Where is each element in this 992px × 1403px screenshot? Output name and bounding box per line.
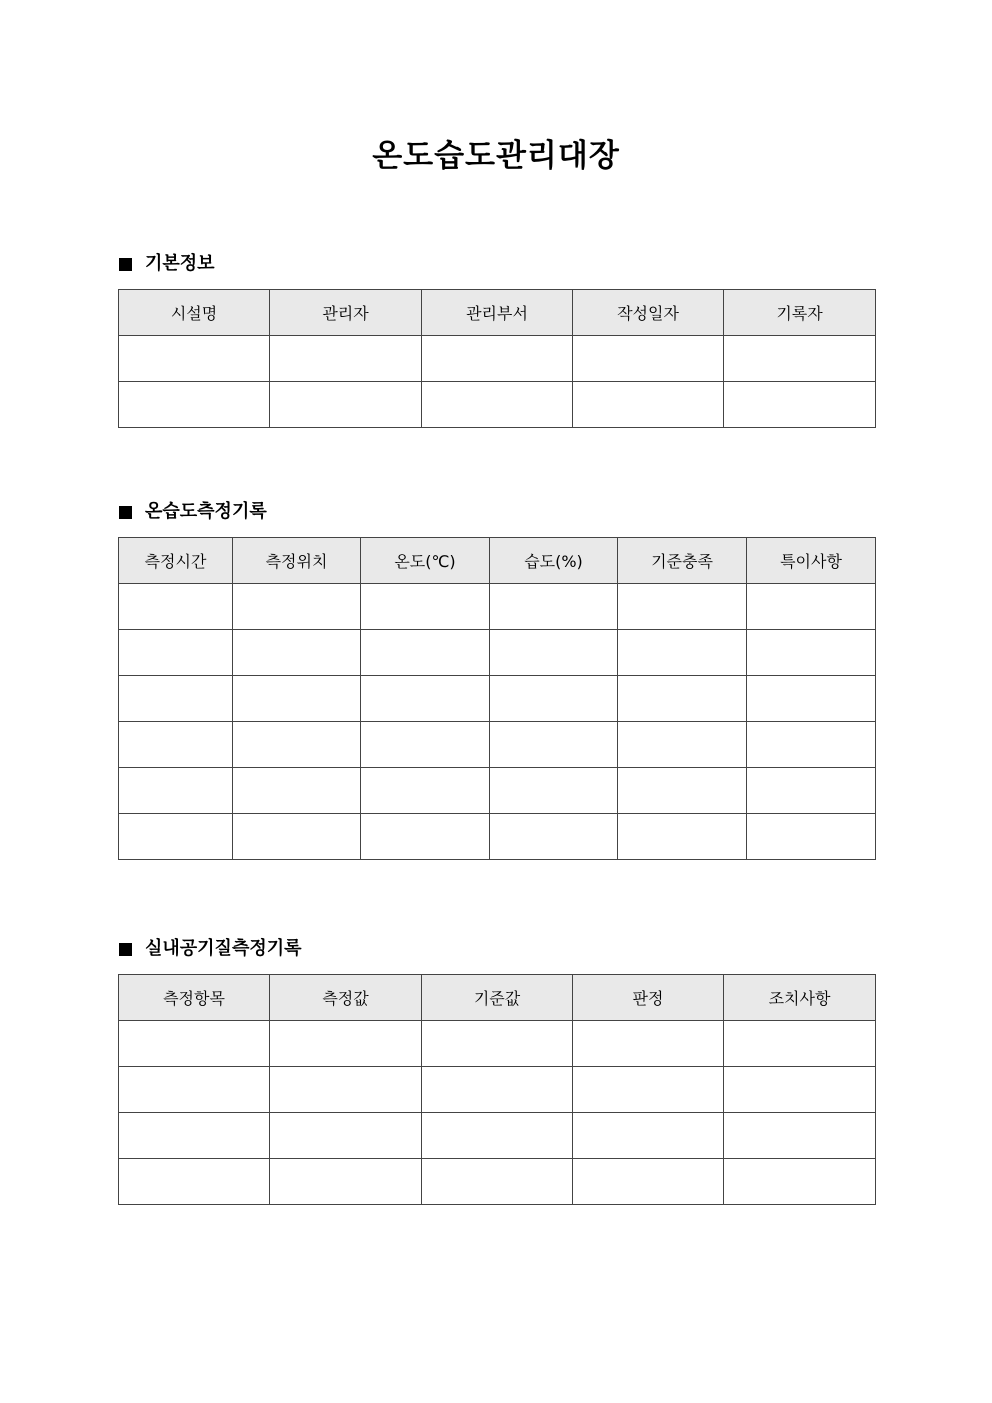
table-row bbox=[119, 336, 876, 382]
table-cell[interactable] bbox=[490, 584, 618, 630]
table-cell[interactable] bbox=[618, 814, 747, 860]
table-cell[interactable] bbox=[119, 630, 233, 676]
column-header: 측정값 bbox=[270, 975, 422, 1021]
indoor-air-table bbox=[118, 974, 876, 1205]
table-cell[interactable] bbox=[119, 584, 233, 630]
square-bullet-icon bbox=[119, 258, 132, 271]
table-cell[interactable] bbox=[233, 814, 361, 860]
section-heading-basic-info bbox=[119, 251, 215, 277]
column-header: 습도(%) bbox=[490, 538, 618, 584]
table-cell[interactable] bbox=[270, 1021, 422, 1067]
table-cell[interactable] bbox=[724, 1067, 876, 1113]
table-header-row bbox=[119, 290, 876, 336]
table-cell[interactable] bbox=[361, 768, 490, 814]
column-header: 측정위치 bbox=[233, 538, 361, 584]
table-cell[interactable] bbox=[573, 336, 724, 382]
table-cell[interactable] bbox=[747, 814, 876, 860]
basic-info-table bbox=[118, 289, 876, 428]
table-cell[interactable] bbox=[724, 1021, 876, 1067]
table-cell[interactable] bbox=[724, 1159, 876, 1205]
column-header: 관리자 bbox=[270, 290, 422, 336]
table-cell[interactable] bbox=[573, 1159, 724, 1205]
table-cell[interactable] bbox=[119, 1021, 270, 1067]
table-row bbox=[119, 768, 876, 814]
table-cell[interactable] bbox=[422, 336, 573, 382]
table-cell[interactable] bbox=[233, 630, 361, 676]
table-cell[interactable] bbox=[270, 1067, 422, 1113]
table-cell[interactable] bbox=[618, 768, 747, 814]
section-heading-label: 실내공기질측정기록 bbox=[145, 938, 302, 959]
table-cell[interactable] bbox=[422, 1159, 573, 1205]
table-cell[interactable] bbox=[573, 1113, 724, 1159]
table-row bbox=[119, 1113, 876, 1159]
table-cell[interactable] bbox=[270, 1159, 422, 1205]
table-row bbox=[119, 676, 876, 722]
column-header: 작성일자 bbox=[573, 290, 724, 336]
column-header: 기준충족 bbox=[618, 538, 747, 584]
table-cell[interactable] bbox=[119, 1159, 270, 1205]
table-cell[interactable] bbox=[618, 676, 747, 722]
column-header: 온도(℃) bbox=[361, 538, 490, 584]
table-cell[interactable] bbox=[422, 382, 573, 428]
table-cell[interactable] bbox=[618, 722, 747, 768]
column-header: 조치사항 bbox=[724, 975, 876, 1021]
table-cell[interactable] bbox=[490, 630, 618, 676]
column-header: 시설명 bbox=[119, 290, 270, 336]
temp-humidity-table bbox=[118, 537, 876, 860]
table-cell[interactable] bbox=[573, 382, 724, 428]
table-cell[interactable] bbox=[573, 1021, 724, 1067]
table-cell[interactable] bbox=[490, 676, 618, 722]
table-cell[interactable] bbox=[618, 630, 747, 676]
table-cell[interactable] bbox=[422, 1021, 573, 1067]
column-header: 판정 bbox=[573, 975, 724, 1021]
table-cell[interactable] bbox=[724, 382, 876, 428]
table-cell[interactable] bbox=[361, 722, 490, 768]
table-cell[interactable] bbox=[119, 814, 233, 860]
table-cell[interactable] bbox=[490, 768, 618, 814]
table-cell[interactable] bbox=[724, 336, 876, 382]
section-heading-label: 기본정보 bbox=[145, 253, 215, 274]
table-header-row bbox=[119, 975, 876, 1021]
table-cell[interactable] bbox=[422, 1113, 573, 1159]
table-cell[interactable] bbox=[119, 1113, 270, 1159]
table-cell[interactable] bbox=[361, 676, 490, 722]
square-bullet-icon bbox=[119, 506, 132, 519]
table-cell[interactable] bbox=[618, 584, 747, 630]
document-title: 온도습도관리대장 bbox=[372, 138, 620, 174]
column-header: 특이사항 bbox=[747, 538, 876, 584]
table-cell[interactable] bbox=[724, 1113, 876, 1159]
table-cell[interactable] bbox=[119, 1067, 270, 1113]
table-row bbox=[119, 814, 876, 860]
table-row bbox=[119, 584, 876, 630]
table-cell[interactable] bbox=[361, 814, 490, 860]
table-cell[interactable] bbox=[270, 336, 422, 382]
table-cell[interactable] bbox=[119, 336, 270, 382]
table-row bbox=[119, 630, 876, 676]
column-header: 관리부서 bbox=[422, 290, 573, 336]
table-cell[interactable] bbox=[270, 382, 422, 428]
table-cell[interactable] bbox=[361, 630, 490, 676]
table-cell[interactable] bbox=[747, 676, 876, 722]
table-cell[interactable] bbox=[573, 1067, 724, 1113]
table-cell[interactable] bbox=[422, 1067, 573, 1113]
section-heading-label: 온습도측정기록 bbox=[145, 501, 267, 522]
column-header: 측정시간 bbox=[119, 538, 233, 584]
column-header: 측정항목 bbox=[119, 975, 270, 1021]
table-row bbox=[119, 1021, 876, 1067]
table-cell[interactable] bbox=[119, 722, 233, 768]
table-cell[interactable] bbox=[119, 768, 233, 814]
table-cell[interactable] bbox=[361, 584, 490, 630]
table-header-row bbox=[119, 538, 876, 584]
table-cell[interactable] bbox=[747, 722, 876, 768]
table-row bbox=[119, 1067, 876, 1113]
table-cell[interactable] bbox=[233, 584, 361, 630]
table-cell[interactable] bbox=[490, 814, 618, 860]
table-cell[interactable] bbox=[270, 1113, 422, 1159]
table-cell[interactable] bbox=[747, 630, 876, 676]
table-cell[interactable] bbox=[119, 676, 233, 722]
section-heading-indoor-air bbox=[119, 936, 302, 962]
table-row bbox=[119, 722, 876, 768]
section-heading-temp-humidity bbox=[119, 499, 267, 525]
table-cell[interactable] bbox=[119, 382, 270, 428]
column-header: 기록자 bbox=[724, 290, 876, 336]
table-cell[interactable] bbox=[747, 768, 876, 814]
table-cell[interactable] bbox=[747, 584, 876, 630]
table-row bbox=[119, 382, 876, 428]
table-cell[interactable] bbox=[233, 722, 361, 768]
table-cell[interactable] bbox=[233, 768, 361, 814]
column-header: 기준값 bbox=[422, 975, 573, 1021]
table-row bbox=[119, 1159, 876, 1205]
table-cell[interactable] bbox=[233, 676, 361, 722]
table-cell[interactable] bbox=[490, 722, 618, 768]
square-bullet-icon bbox=[119, 943, 132, 956]
